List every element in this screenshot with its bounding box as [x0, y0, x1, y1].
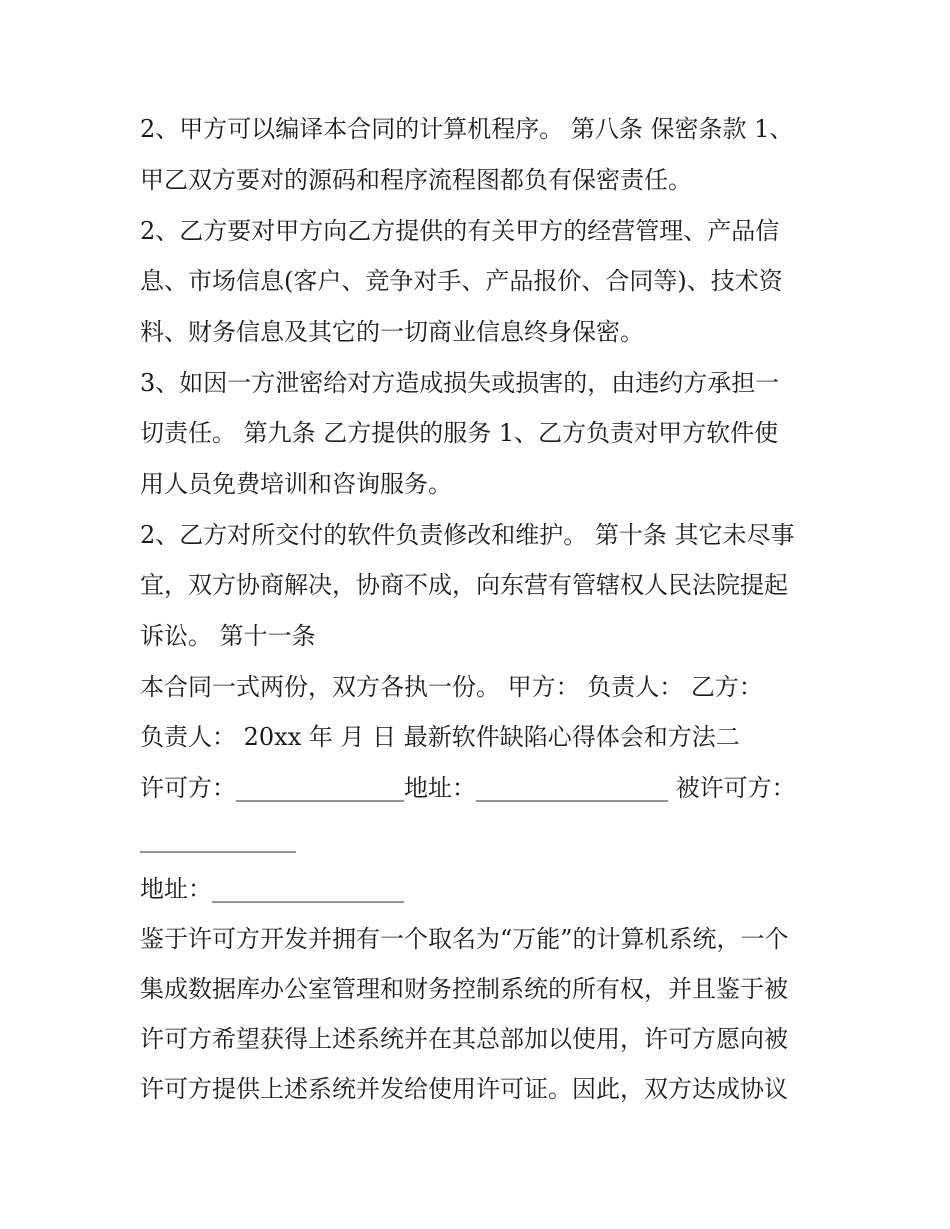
text-line-5: 料、财务信息及其它的一切商业信息终身保密。 — [140, 318, 644, 346]
text-line-4: 息、市场信息(客户、竞争对手、产品报价、合同等)、技术资 — [140, 267, 783, 295]
text-line-7: 切责任。 第九条 乙方提供的服务 1、乙方负责对甲方软件使 — [140, 419, 779, 447]
text-line-8: 用人员免费培训和咨询服务。 — [140, 470, 452, 498]
text-line-3: 2、乙方要对甲方向乙方提供的有关甲方的经营管理、产品信 — [140, 217, 780, 245]
text-line-14: 许可方：______________地址：________________ 被许可方： — [140, 774, 796, 802]
text-line-20: 许可方提供上述系统并发给使用许可证。因此，双方达成协议 — [140, 1075, 788, 1103]
text-line-16: 地址：________________ — [140, 875, 404, 903]
text-line-1: 2、甲方可以编译本合同的计算机程序。 第八条 保密条款 1、 — [140, 115, 794, 143]
text-line-9: 2、乙方对所交付的软件负责修改和维护。 第十条 其它未尽事 — [140, 521, 795, 549]
text-line-6: 3、如因一方泄密给对方造成损失或损害的，由违约方承担一 — [140, 369, 780, 397]
text-line-13: 负责人： 20xx 年 月 日 最新软件缺陷心得体会和方法二 — [140, 723, 740, 751]
text-line-10: 宜，双方协商解决，协商不成，向东营有管辖权人民法院提起 — [140, 571, 788, 599]
text-line-2: 甲乙双方要对的源码和程序流程图都负有保密责任。 — [140, 166, 692, 194]
text-line-12: 本合同一式两份，双方各执一份。 甲方： 负责人： 乙方： — [140, 673, 763, 701]
text-line-17: 鉴于许可方开发并拥有一个取名为“万能”的计算机系统，一个 — [140, 925, 789, 953]
text-line-19: 许可方希望获得上述系统并在其总部加以使用，许可方愿向被 — [140, 1025, 788, 1053]
text-line-11: 诉讼。 第十一条 — [140, 622, 316, 650]
text-line-18: 集成数据库办公室管理和财务控制系统的所有权，并且鉴于被 — [140, 975, 788, 1003]
text-line-15: _____________ — [140, 825, 296, 853]
